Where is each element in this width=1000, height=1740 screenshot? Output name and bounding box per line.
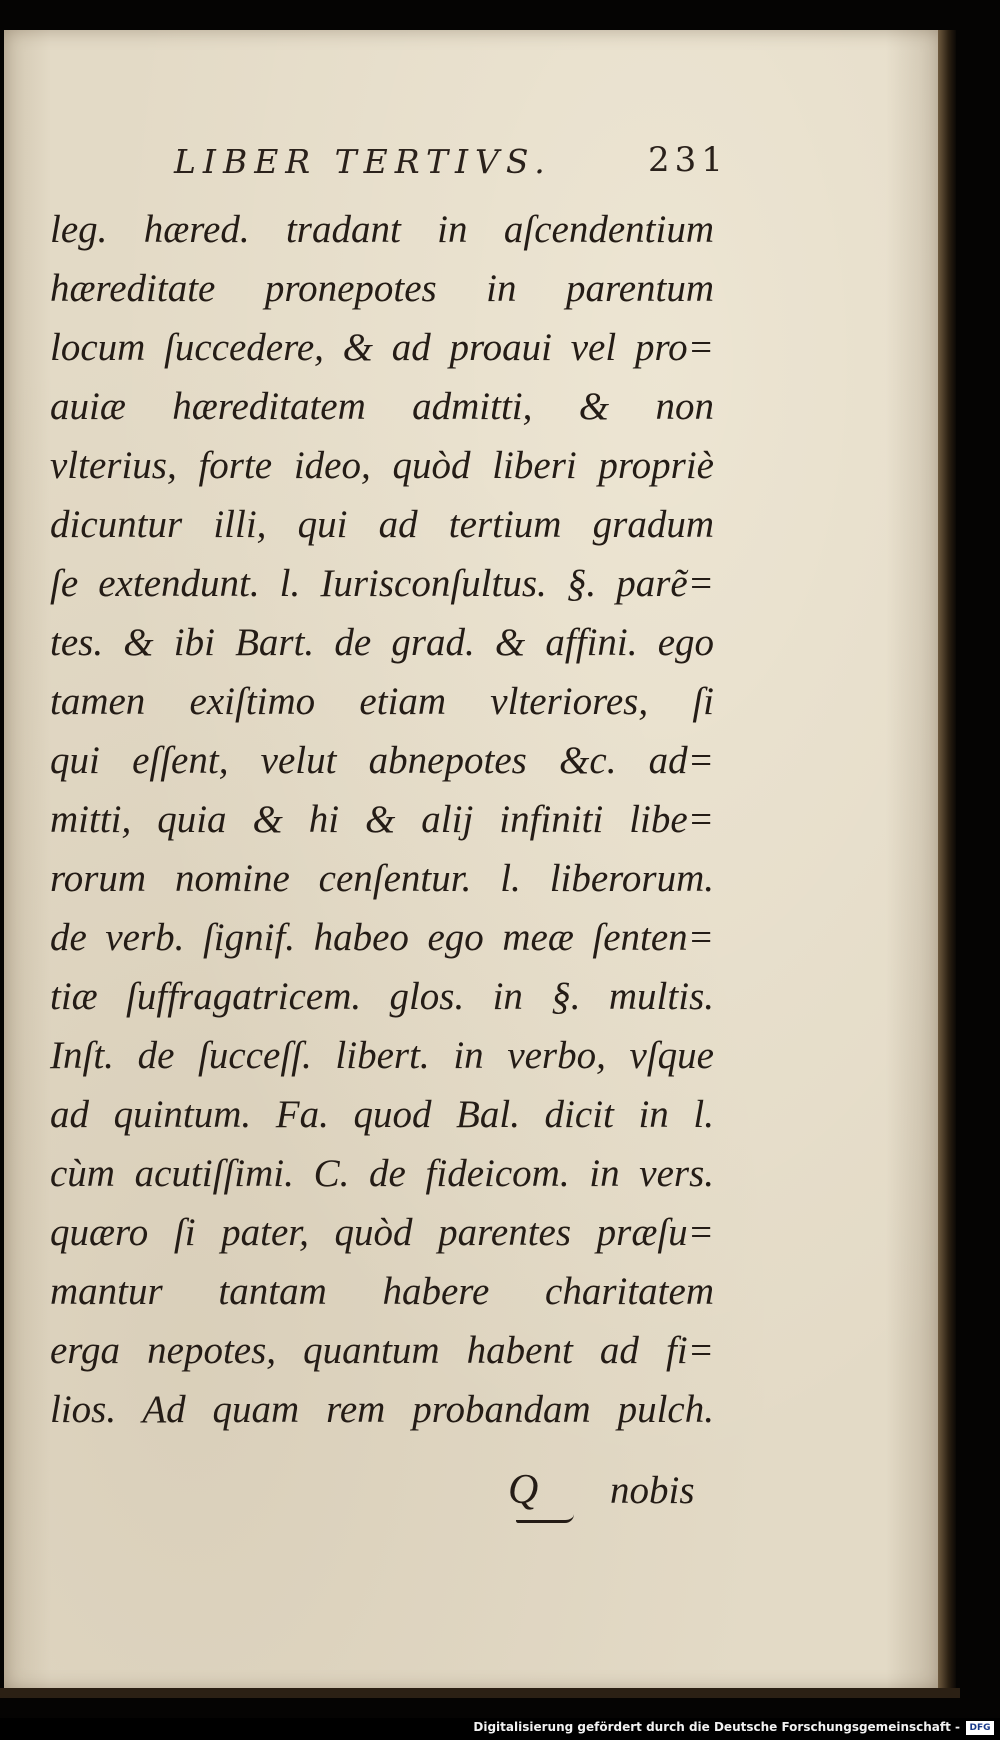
page-edge (938, 30, 956, 1690)
text-line: de verb. ſignif. habeo ego meæ ſenten= (50, 916, 714, 959)
digitization-footer (0, 1718, 1000, 1740)
text-line: rorum nomine cenſentur. l. liberorum. (50, 857, 714, 900)
page-header (50, 142, 730, 192)
catchword-row (50, 1466, 714, 1526)
text-line: locum ſuccedere, & ad proaui vel pro= (50, 326, 714, 369)
text-line: tamen exiſtimo etiam vlteriores, ſi (50, 680, 714, 723)
footer-credit: Digitalisierung gefördert durch die Deutsche Forschungsgemeinschaft - (473, 1720, 960, 1734)
text-line: mitti, quia & hi & alij infiniti libe= (50, 798, 714, 841)
running-head: LIBER TERTIVS. (174, 142, 552, 181)
text-line: leg. hæred. tradant in aſcendentium (50, 208, 714, 251)
catchword: nobis (610, 1469, 695, 1512)
signature-mark: Q (508, 1467, 539, 1513)
text-line: tes. & ibi Bart. de grad. & affini. ego (50, 621, 714, 664)
page-bottom-edge (0, 1688, 960, 1698)
text-line: dicuntur illi, qui ad tertium gradum (50, 503, 714, 546)
signature-swash (516, 1514, 574, 1523)
text-line: mantur tantam habere charitatem (50, 1270, 714, 1313)
text-line: ad quintum. Fa. quod Bal. dicit in l. (50, 1093, 714, 1136)
text-line: vlterius, forte ideo, quòd liberi propriè (50, 444, 714, 487)
text-line: quæro ſi pater, quòd parentes præſu= (50, 1211, 714, 1254)
body-text (50, 200, 730, 1439)
text-line: ſe extendunt. l. Iurisconſultus. §. parẽ= (50, 562, 714, 605)
text-line: Inſt. de ſucceſſ. libert. in verbo, vſque (50, 1034, 714, 1077)
text-line: lios. Ad quam rem probandam pulch. (50, 1388, 714, 1431)
text-line: qui eſſent, velut abnepotes &c. ad= (50, 739, 714, 782)
dfg-logo: DFG (966, 1721, 994, 1735)
text-line: erga nepotes, quantum habent ad fi= (50, 1329, 714, 1372)
text-line: hæreditate pronepotes in parentum (50, 267, 714, 310)
page-number: 231 (648, 140, 728, 180)
text-line: tiæ ſuffragatricem. glos. in §. multis. (50, 975, 714, 1018)
text-line: cùm acutiſſimi. C. de fideicom. in vers. (50, 1152, 714, 1195)
text-line: auiæ hæreditatem admitti, & non (50, 385, 714, 428)
